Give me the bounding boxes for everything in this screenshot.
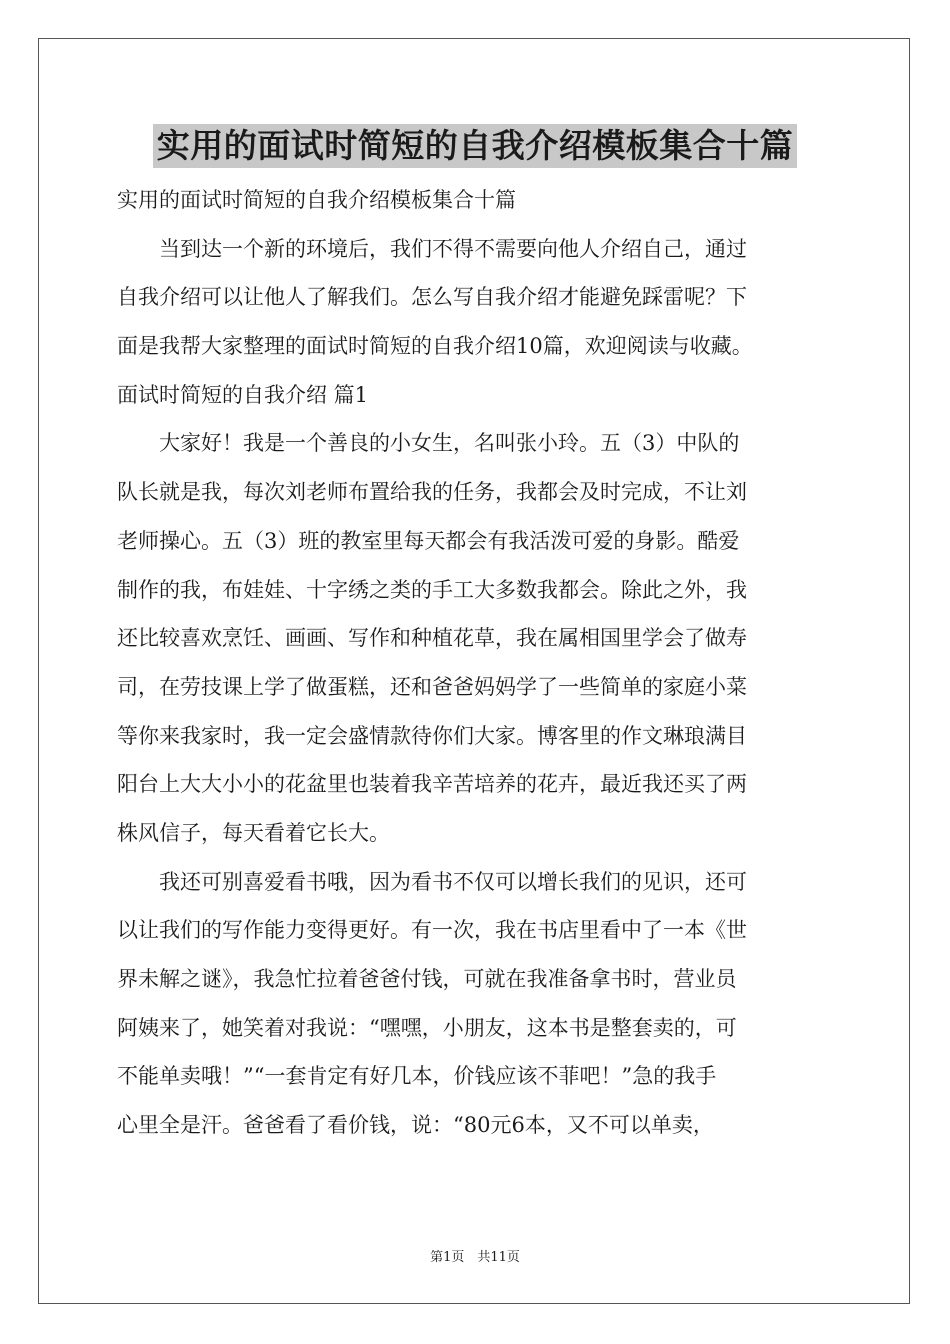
document-title: 实用的面试时简短的自我介绍模板集合十篇 xyxy=(153,124,798,168)
text-line: 以让我们的写作能力变得更好。有一次，我在书店里看中了一本《世 xyxy=(117,918,747,943)
text-line: 不能单卖哦！”“一套肯定有好几本，价钱应该不菲吧！”急的我手 xyxy=(117,1064,717,1089)
document-body xyxy=(117,176,833,1150)
text-line: 阳台上大大小小的花盆里也装着我辛苦培养的花卉，最近我还买了两 xyxy=(117,772,747,797)
page-number-footer: 第1页 共11页 xyxy=(430,1250,520,1265)
text-line: 大家好！我是一个善良的小女生，名叫张小玲。五（3）中队的 xyxy=(117,431,740,456)
subtitle-line: 实用的面试时简短的自我介绍模板集合十篇 xyxy=(117,188,516,212)
text-line: 阿姨来了，她笑着对我说：“嘿嘿，小朋友，这本书是整套卖的，可 xyxy=(117,1015,737,1040)
text-line: 面是我帮大家整理的面试时简短的自我介绍10篇，欢迎阅读与收藏。 xyxy=(117,334,753,359)
text-line: 我还可别喜爱看书哦，因为看书不仅可以增长我们的见识，还可 xyxy=(117,869,747,894)
text-line: 自我介绍可以让他人了解我们。怎么写自我介绍才能避免踩雷呢？下 xyxy=(117,285,747,310)
text-line: 心里全是汗。爸爸看了看价钱，说：“80元6本，又不可以单卖， xyxy=(117,1113,714,1138)
text-line: 司，在劳技课上学了做蛋糕，还和爸爸妈妈学了一些简单的家庭小菜 xyxy=(117,674,747,699)
text-line: 老师操心。五（3）班的教室里每天都会有我活泼可爱的身影。酷爱 xyxy=(117,528,740,553)
text-line: 队长就是我，每次刘老师布置给我的任务，我都会及时完成，不让刘 xyxy=(117,480,747,505)
title-block xyxy=(0,124,950,168)
text-line: 株风信子，每天看着它长大。 xyxy=(117,820,390,845)
section-heading: 面试时简短的自我介绍 篇1 xyxy=(117,382,369,407)
text-line: 制作的我，布娃娃、十字绣之类的手工大多数我都会。除此之外，我 xyxy=(117,577,747,602)
text-line: 还比较喜欢烹饪、画画、写作和种植花草，我在属相国里学会了做寿 xyxy=(117,626,747,651)
text-line: 界未解之谜》，我急忙拉着爸爸付钱，可就在我准备拿书时，营业员 xyxy=(117,967,737,991)
text-line: 当到达一个新的环境后，我们不得不需要向他人介绍自己，通过 xyxy=(117,236,747,261)
text-line: 等你来我家时，我一定会盛情款待你们大家。博客里的作文琳琅满目 xyxy=(117,723,747,748)
